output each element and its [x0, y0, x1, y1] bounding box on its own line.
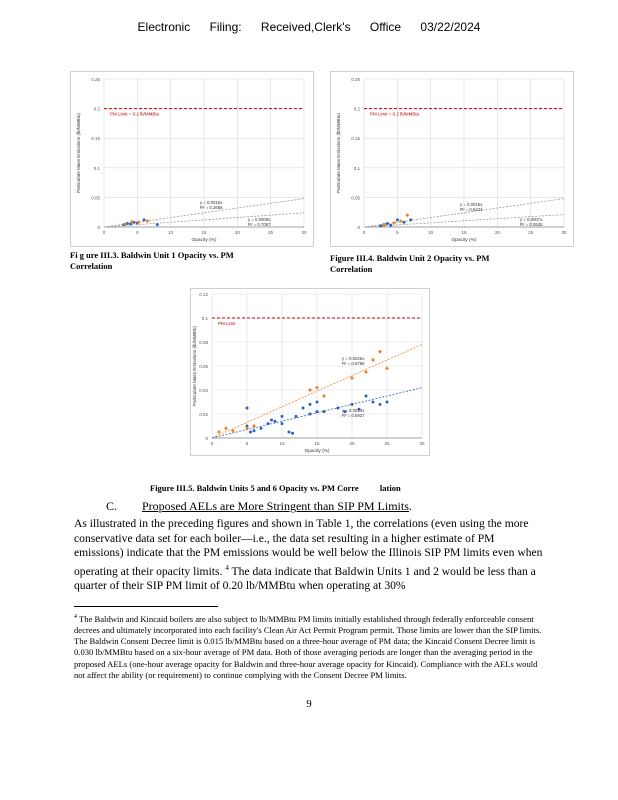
y-tick-label: 0.05 — [91, 195, 100, 201]
figure-caption — [330, 253, 489, 275]
y-tick-label: 0.25 — [91, 77, 100, 82]
header-word: Received,Clerk's — [260, 20, 351, 34]
limit-label: PM Limit = 0.2 lb/MMBtu — [370, 111, 420, 117]
data-point — [281, 422, 284, 425]
section-title: Proposed AELs are More Stringent than SIP PM Limits — [142, 499, 409, 513]
x-axis-label: Opacity (%) — [191, 238, 217, 243]
trend-r2: R² = 0.7067 — [248, 222, 271, 227]
y-tick-label: 0.06 — [199, 364, 208, 369]
x-tick-label: 10 — [168, 230, 174, 235]
x-tick-label: 25 — [268, 230, 274, 235]
y-tick-label: 0.15 — [351, 136, 360, 142]
x-tick-label: 30 — [301, 230, 307, 235]
x-tick-label: 0 — [362, 230, 366, 235]
data-point — [316, 410, 319, 413]
trend-equation: y = 0.0008x — [248, 217, 271, 222]
y-tick-label: 0 — [357, 225, 360, 230]
y-tick-label: 0.08 — [199, 340, 208, 345]
data-point — [386, 222, 389, 225]
paragraph-text: As illustrated in the preceding figures and shown in Table 1, the correlations (even using the more conservative data set for each boiler—i.e., the data set resulting in a higher estimate of PM emissions) indicate that the PM emissions would be well below the Illinois SIP PM limits even when operating at their opacity limits. — [74, 517, 543, 578]
data-point — [396, 218, 399, 221]
data-point — [281, 415, 284, 418]
filing-header — [0, 20, 618, 34]
data-point — [316, 401, 319, 404]
header-date: 03/22/2024 — [420, 20, 481, 34]
y-tick-label: 0 — [205, 436, 208, 441]
chart-baldwin-unit-2-svg — [330, 71, 574, 247]
data-point — [270, 419, 273, 422]
data-point — [288, 431, 291, 434]
y-tick-label: 0.04 — [199, 388, 208, 393]
x-tick-label: 5 — [136, 230, 139, 235]
x-tick-label: 10 — [428, 230, 434, 235]
y-tick-label: 0.1 — [93, 165, 100, 171]
page-number: 9 — [306, 698, 312, 710]
x-tick-label: 10 — [279, 441, 285, 446]
data-point — [274, 420, 277, 423]
caption-line: Fi g ure III.3. Baldwin Unit 1 Opacity vs. PM — [70, 250, 234, 260]
paragraph-text: The data indicate that Baldwin Units 1 and 2 would be less than a quarter of their SIP PM limit of 0.20 lb/MMBtu when operating at 30% — [74, 564, 536, 592]
y-tick-label: 0.12 — [199, 292, 208, 297]
data-point — [323, 410, 326, 413]
footnote-reference: 4 — [225, 563, 229, 572]
chart-baldwin-unit-1-svg — [70, 71, 314, 247]
caption-line: Correlation — [330, 264, 373, 274]
data-point — [351, 403, 354, 406]
trend-equation: y = 0.0026x — [342, 356, 365, 361]
data-point — [409, 218, 412, 221]
footnote-mark: 4 — [74, 614, 77, 620]
y-tick-label: 0.1 — [353, 165, 360, 171]
data-point — [403, 221, 406, 224]
data-point — [379, 403, 382, 406]
section-heading — [106, 499, 412, 514]
trend-equation: y = 0.0014x — [342, 408, 365, 413]
data-point — [302, 407, 305, 410]
chart-frame — [71, 72, 314, 247]
y-tick-label: 0.2 — [93, 106, 100, 112]
y-tick-label: 0.25 — [351, 77, 360, 82]
trend-r2: R² = 0.2655 — [200, 205, 223, 210]
x-axis-label: Opacity (%) — [304, 449, 330, 454]
data-point — [295, 415, 298, 418]
x-tick-label: 25 — [384, 441, 390, 446]
data-point — [386, 401, 389, 404]
y-axis-label: Particulate Mass Emissions (lb/MMBtu) — [76, 113, 81, 193]
data-point — [291, 432, 294, 435]
trend-equation: y = 0.0007x — [520, 217, 543, 222]
x-tick-label: 0 — [210, 441, 214, 446]
limit-label: PM Limit = 0.2 lb/MMBtu — [110, 111, 160, 117]
trend-equation: y = 0.0016x — [200, 200, 223, 205]
x-tick-label: 20 — [494, 230, 500, 235]
data-point — [309, 403, 312, 406]
x-axis-label: Opacity (%) — [451, 238, 477, 243]
y-axis-label: Particulate Mass Emissions (lb/MMBtu) — [336, 113, 341, 193]
data-point — [389, 224, 392, 227]
limit-label: PM Limit — [218, 321, 236, 326]
header-word: Filing: — [209, 20, 242, 34]
figure-caption — [70, 250, 234, 272]
y-tick-label: 0.2 — [353, 106, 360, 112]
footnote-text: The Baldwin and Kincaid boilers are also subject to lb/MMBtu PM limits initially established through federally enforceable consent decrees and ultimately incorporated into each facility's Clean Air Act Permit Program permit. Those limits are lower than the SIP limits. The Baldwin Consent Decree limit is 0.015 lb/MMBtu based on a three-hour average of PM data; the Kincaid Consent Decree limit is 0.030 lb/MMBtu based on a six-hour average of PM data. Both of those averaging periods are longer than the averaging period in the proposed AELs (one-hour average opacity for Baldwin and three-hour average opacity for Kincaid). Compliance with the AELs would not affect the ability (or requirement) to continue complying with the Consent Decree PM limits. — [74, 613, 542, 680]
chart-baldwin-unit-1 — [70, 71, 314, 247]
trend-equation: y = 0.0016x — [460, 202, 483, 207]
data-point — [337, 407, 340, 410]
header-word: Office — [369, 20, 402, 34]
section-letter: C. — [106, 499, 118, 513]
data-point — [309, 413, 312, 416]
data-point — [253, 429, 256, 432]
x-tick-label: 30 — [419, 441, 425, 446]
chart-baldwin-units-5-6 — [190, 288, 430, 456]
caption-line: Figure III.4. Baldwin Unit 2 Opacity vs. PM — [330, 253, 490, 263]
trend-r2: R² = 0.5535 — [520, 222, 543, 227]
x-tick-label: 5 — [396, 230, 399, 235]
x-tick-label: 30 — [561, 230, 567, 235]
data-point — [143, 218, 146, 221]
x-tick-label: 20 — [234, 230, 240, 235]
y-tick-label: 0.15 — [91, 136, 100, 142]
x-tick-label: 5 — [245, 441, 249, 446]
caption-line: Figure III.5. Baldwin Units 5 and 6 Opacity vs. PM Corre lation — [150, 483, 401, 493]
data-point — [246, 407, 249, 410]
x-tick-label: 15 — [201, 230, 207, 235]
footnote — [74, 612, 544, 681]
y-tick-label: 0.02 — [199, 412, 208, 417]
body-paragraph — [74, 517, 544, 593]
caption-line: Correlation — [70, 261, 113, 271]
data-point — [156, 223, 159, 226]
footnote-separator — [74, 606, 218, 607]
data-point — [267, 422, 270, 425]
chart-baldwin-unit-2 — [330, 71, 574, 247]
data-point — [260, 427, 263, 430]
trend-r2: R² = 0.5927 — [342, 413, 365, 418]
y-tick-label: 0.1 — [201, 316, 208, 321]
data-point — [365, 395, 368, 398]
data-point — [379, 224, 382, 227]
header-word: Electronic — [137, 20, 191, 34]
section-period: . — [408, 499, 412, 513]
chart-frame — [191, 289, 430, 456]
y-axis-label: Particulate Mass Emissions (lb/MMBtu) — [192, 326, 197, 406]
chart-baldwin-units-5-6-svg — [190, 288, 430, 456]
y-tick-label: 0 — [97, 225, 100, 230]
trend-r2: R² = 0.6424 — [460, 207, 483, 212]
trend-r2: R² = 0.6786 — [342, 361, 365, 366]
x-tick-label: 0 — [102, 230, 106, 235]
data-point — [372, 401, 375, 404]
x-tick-label: 15 — [461, 230, 467, 235]
data-point — [249, 431, 252, 434]
x-tick-label: 25 — [528, 230, 534, 235]
x-tick-label: 20 — [349, 441, 355, 446]
x-tick-label: 15 — [314, 441, 320, 446]
y-tick-label: 0.05 — [351, 195, 360, 201]
